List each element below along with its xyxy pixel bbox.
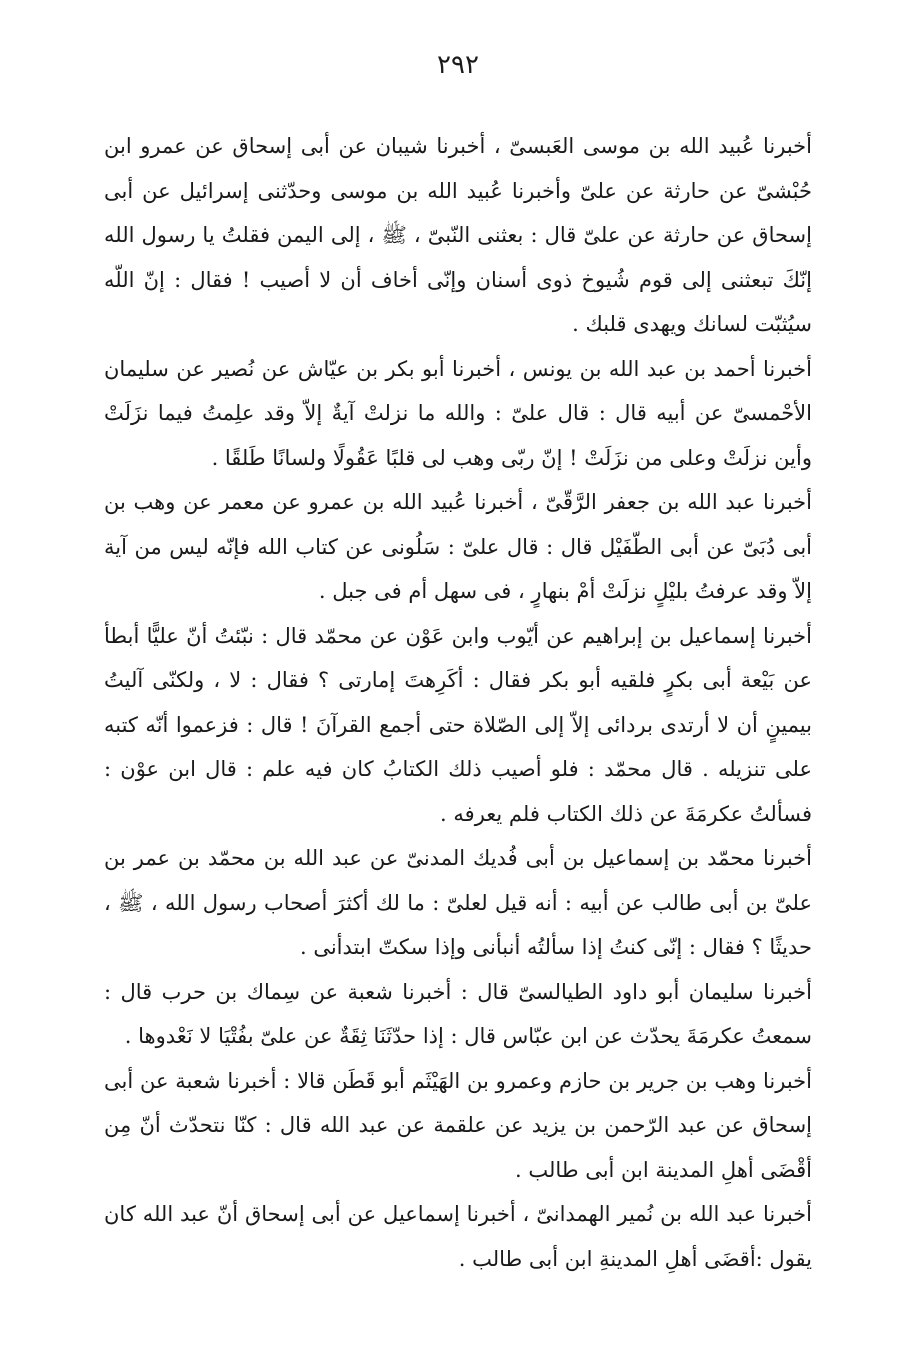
paragraph-1: أخبرنا عُبيد الله بن موسى العَبسىّ ، أخبرنا شيبان عن أبى إسحاق عن عمرو ابن حُبْشىّ عن حارثة عن علىّ وأخبرنا عُبيد الله بن موسى وحدّثنى إسرائيل عن أبى إسحاق عن حارثة عن علىّ قال : بعثنى النّبىّ ، ﷺ ، إلى اليمن فقلتُ يا رسول الله إنّكَ تبعثنى إلى قوم شُيوخ ذوى أسنان وإنّى أخاف أن لا أصيب ! فقال : إنّ اللّه سيُثبّت لسانك ويهدى قلبك . [104,134,812,336]
paragraph-4: أخبرنا إسماعيل بن إبراهيم عن أيّوب وابن عَوْن عن محمّد قال : نبّئتُ أنّ عليًّا أبطأ عن بَيْعة أبى بكرٍ فلقيه أبو بكر فقال : أكَرِهتَ إمارتى ؟ فقال : لا ، ولكنّى آليتُ بيمينٍ أن لا أرتدى بردائى إلاّ إلى الصّلاة حتى أجمع القرآنَ ! قال : فزعموا أنّه كتبه على تنزيله . قال محمّد : فلو أصيب ذلك الكتابُ كان فيه علم : قال ابن عوْن : فسألتُ عكرمَةَ عن ذلك الكتاب فلم يعرفه . [104,623,812,826]
paragraph-2: أخبرنا أحمد بن عبد الله بن يونس ، أخبرنا أبو بكر بن عيّاش عن نُصير عن سليمان الأحْمسىّ عن أبيه قال : قال علىّ : والله ما نزلتْ آيةٌ إلاّ وقد علِمتُ فيما نزَلَتْ وأين نزلَتْ وعلى من نزَلَتْ ! إنّ ربّى وهب لى قلبًا عَقُولًا ولسانًا طَلقًا . [104,356,812,470]
paragraph-7: أخبرنا وهب بن جرير بن حازم وعمرو بن الهَيْثَم أبو قَطَن قالا : أخبرنا شعبة عن أبى إسحاق عن عبد الرّحمن بن يزيد عن علقمة عن عبد الله قال : كنّا نتحدّث أنّ مِن أقْضَى أهلِ المدينة ابن أبى طالب . [104,1068,812,1182]
paragraph-8: أخبرنا عبد الله بن نُمير الهمدانىّ ، أخبرنا إسماعيل عن أبى إسحاق أنّ عبد الله كان يقول :أقضَى أهلِ المدينةِ ابن أبى طالب . [104,1202,812,1271]
page-number: ٢٩٢ [437,50,479,80]
paragraph-3: أخبرنا عبد الله بن جعفر الرَّقّىّ ، أخبرنا عُبيد الله بن عمرو عن معمر عن وهب بن أبى دُبَىّ عن أبى الطّفَيْل قال : قال علىّ : سَلُونى عن كتاب الله فإنّه ليس من آية إلاّ وقد عرفتُ بليْلٍ نزلَتْ أمْ بنهارٍ ، فى سهل أم فى جبل . [104,490,812,603]
paragraph-6: أخبرنا سليمان أبو داود الطيالسىّ قال : أخبرنا شعبة عن سِماك بن حرب قال : سمعتُ عكرمَةَ يحدّث عن ابن عبّاس قال : إذا حدّثَنَا ثِقَةٌ عن علىّ بفُتْيَا لا نَعْدوها . [104,979,812,1048]
page-body-text [104,124,812,1281]
paragraph-5: أخبرنا محمّد بن إسماعيل بن أبى فُديك المدنىّ عن عبد الله بن محمّد بن عمر بن علىّ بن أبى طالب عن أبيه : أنه قيل لعلىّ : ما لك أكثرَ أصحاب رسول الله ، ﷺ ، حديثًا ؟ فقال : إنّى كنتُ إذا سألتُه أنبأنى وإذا سكتّ ابتدأنى . [104,846,812,959]
